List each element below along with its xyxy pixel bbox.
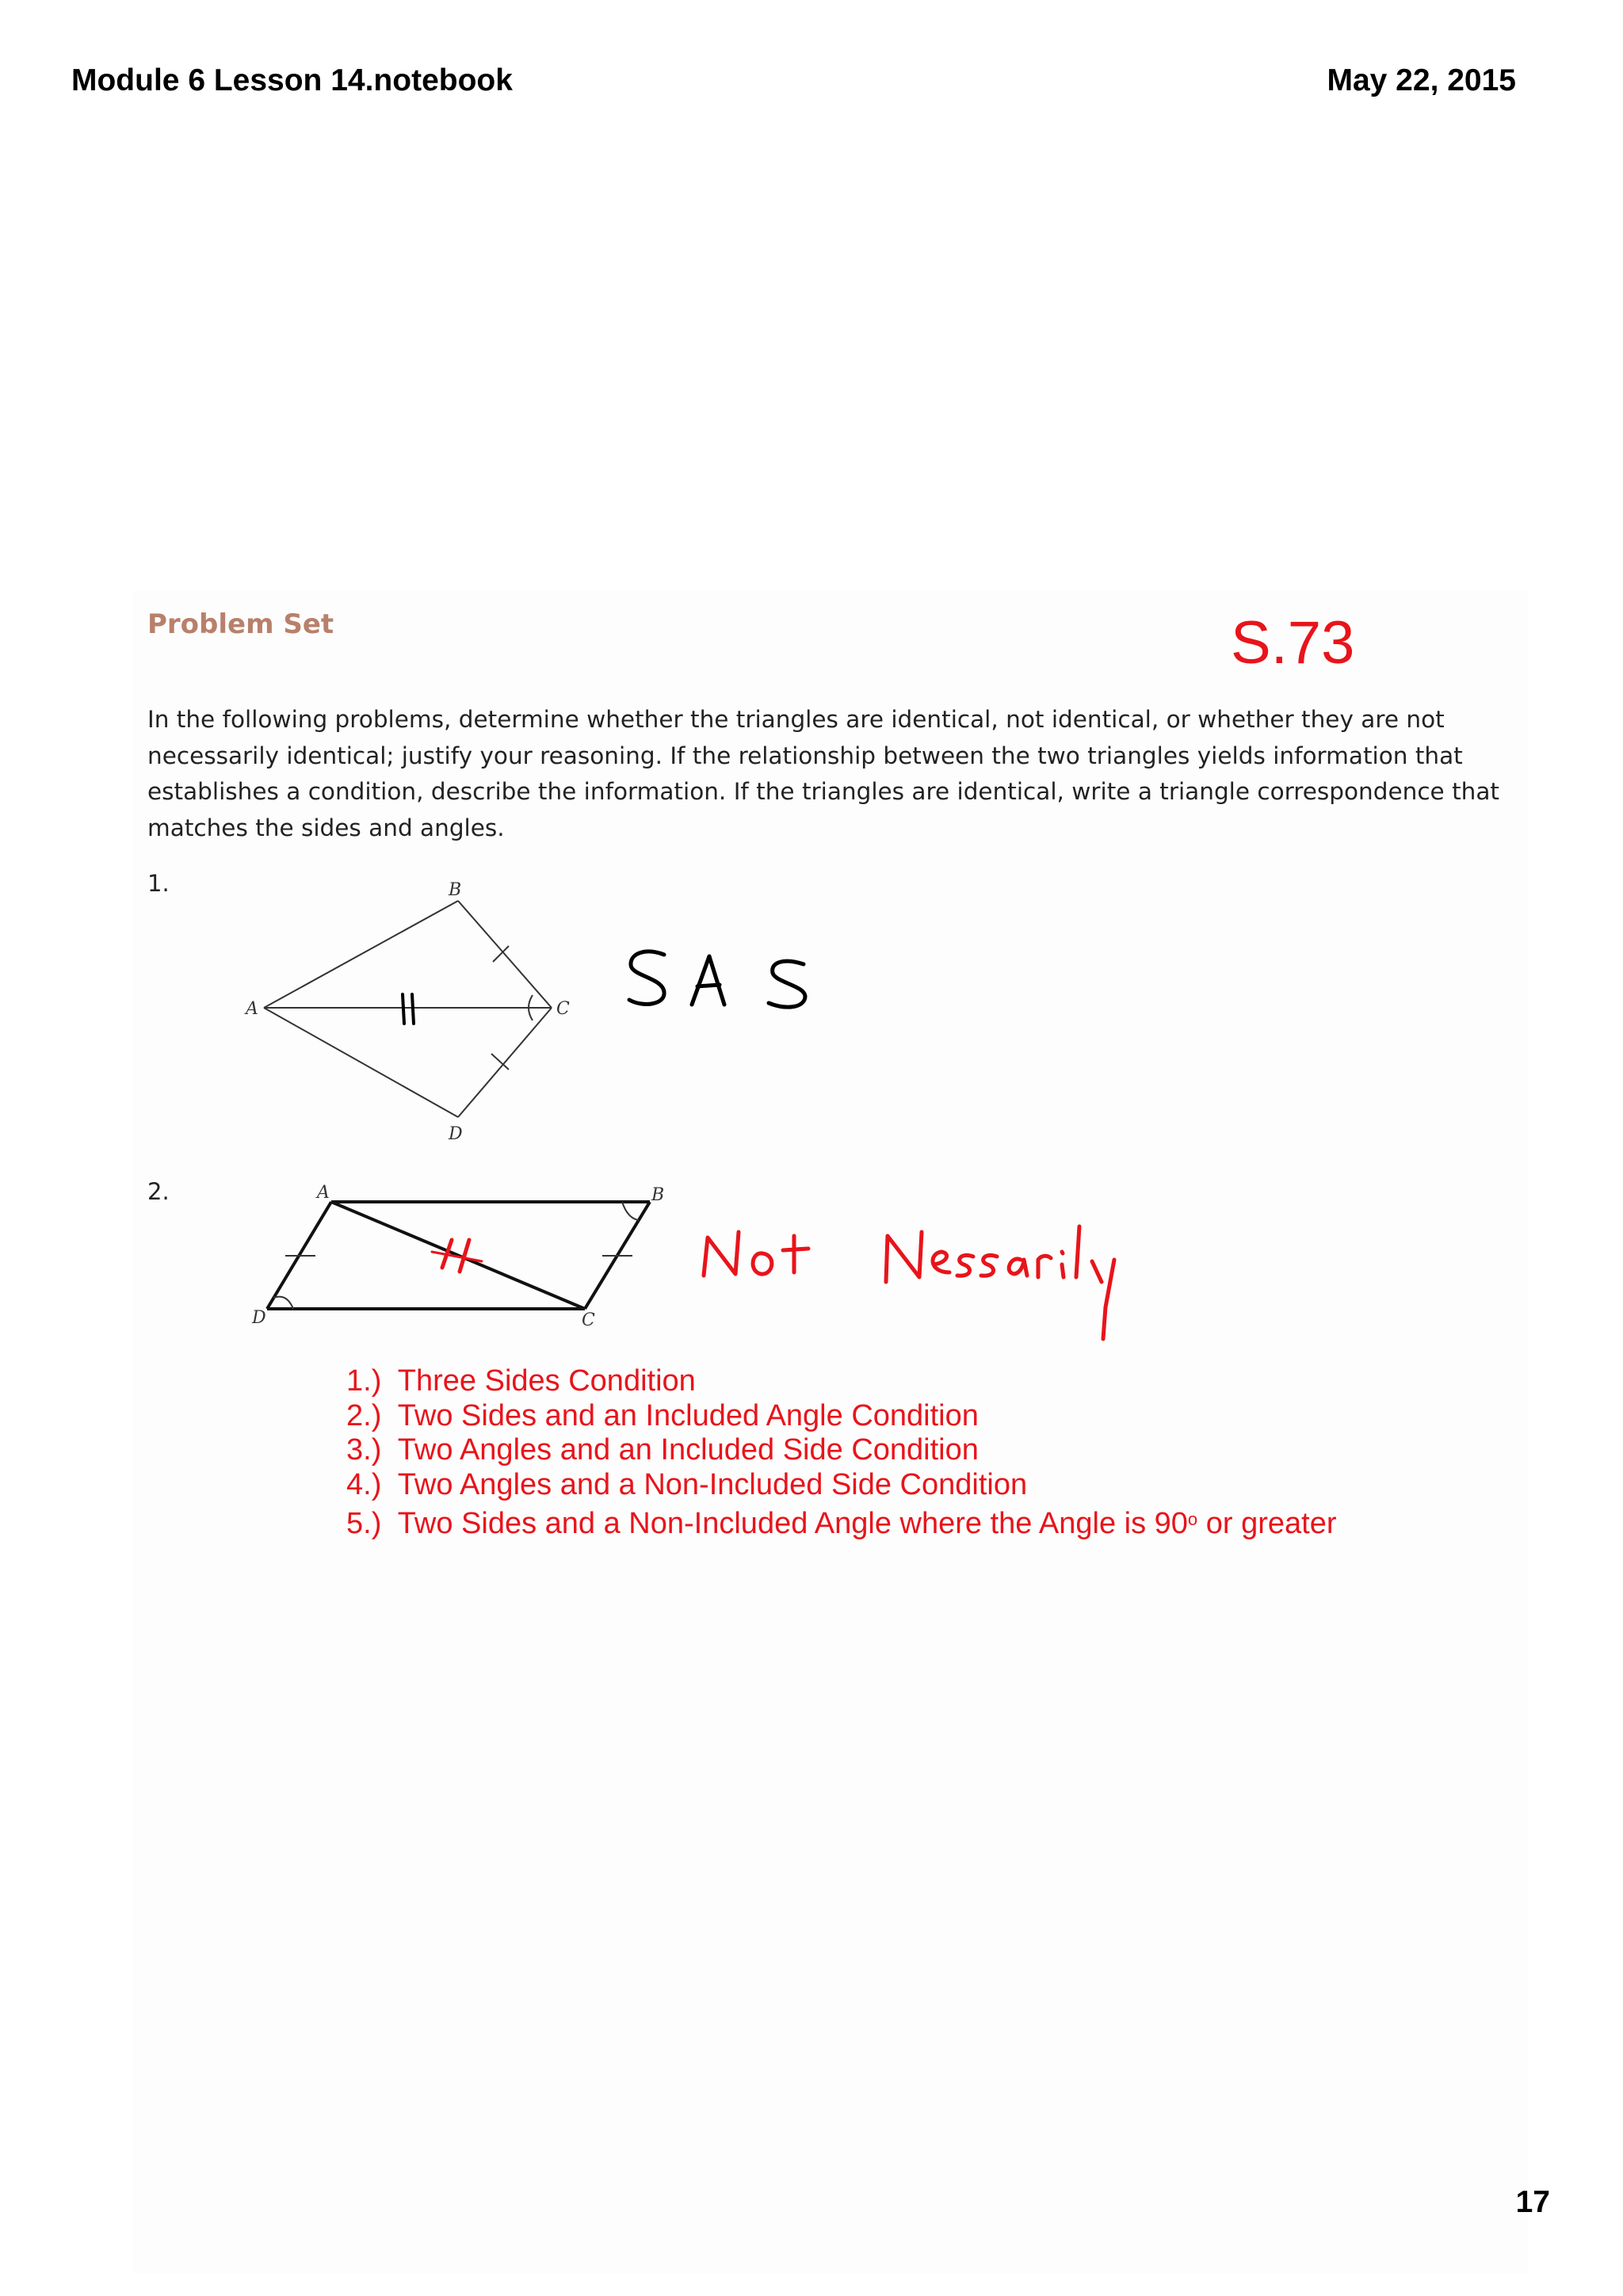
vertex-label-b: B (449, 880, 462, 900)
problem-2-figure (251, 1183, 1114, 1339)
condition-item: 4.) Two Angles and a Non-Included Side Condition (346, 1467, 1028, 1501)
vertex-label-c: C (582, 1310, 595, 1330)
handwritten-answer-not-necessarily (704, 1226, 1114, 1339)
handwritten-tick-mark (403, 994, 414, 1024)
tick-bc (493, 946, 509, 962)
document-title: Module 6 Lesson 14.notebook (71, 63, 513, 97)
segment-ab (264, 901, 458, 1008)
condition-item: 2.) Two Sides and an Included Angle Condition (346, 1398, 979, 1432)
section-reference: S.73 (1231, 609, 1355, 677)
degree-mark: o (1187, 1509, 1198, 1529)
vertex-label-b: B (651, 1185, 665, 1205)
problem-set-heading: Problem Set (147, 608, 334, 640)
handwritten-answer-sas (629, 952, 805, 1007)
problem-1-figure (244, 880, 805, 1144)
document-date: May 22, 2015 (1327, 63, 1516, 97)
problem-1-number: 1. (147, 870, 170, 897)
vertex-label-d: D (252, 1308, 266, 1328)
instructions-paragraph: In the following problems, determine whether the triangles are identical, not identical, or whether they are not necessarily identical; justify your reasoning. If the relationship between the two triangles yields information that establishes a condition, describe the information. If the triangles are identical, write a triangle correspondence that matches the sides and angles. (147, 706, 1499, 841)
segment-ad (264, 1008, 458, 1117)
vertex-label-c: C (556, 999, 570, 1019)
diagonal-ac (331, 1202, 585, 1309)
page-number: 17 (1515, 2185, 1550, 2219)
problem-2-number: 2. (147, 1178, 170, 1205)
condition-item: 3.) Two Angles and an Included Side Condition (346, 1433, 979, 1466)
handwritten-tick-mark-red (432, 1240, 482, 1272)
segment-dc (458, 1008, 552, 1117)
vertex-label-a: A (246, 999, 258, 1019)
segment-bc (458, 901, 552, 1008)
angle-mark-d (273, 1297, 293, 1309)
conditions-list (346, 1364, 1336, 1542)
condition-item: 1.) Three Sides Condition (346, 1364, 696, 1398)
angle-mark-b (622, 1202, 639, 1220)
vertex-label-a: A (317, 1183, 330, 1203)
vertex-label-d: D (449, 1124, 463, 1144)
condition-item: 5.) Two Sides and a Non-Included Angle where the Angle is 90$^o$ or greater (346, 1507, 1337, 1540)
